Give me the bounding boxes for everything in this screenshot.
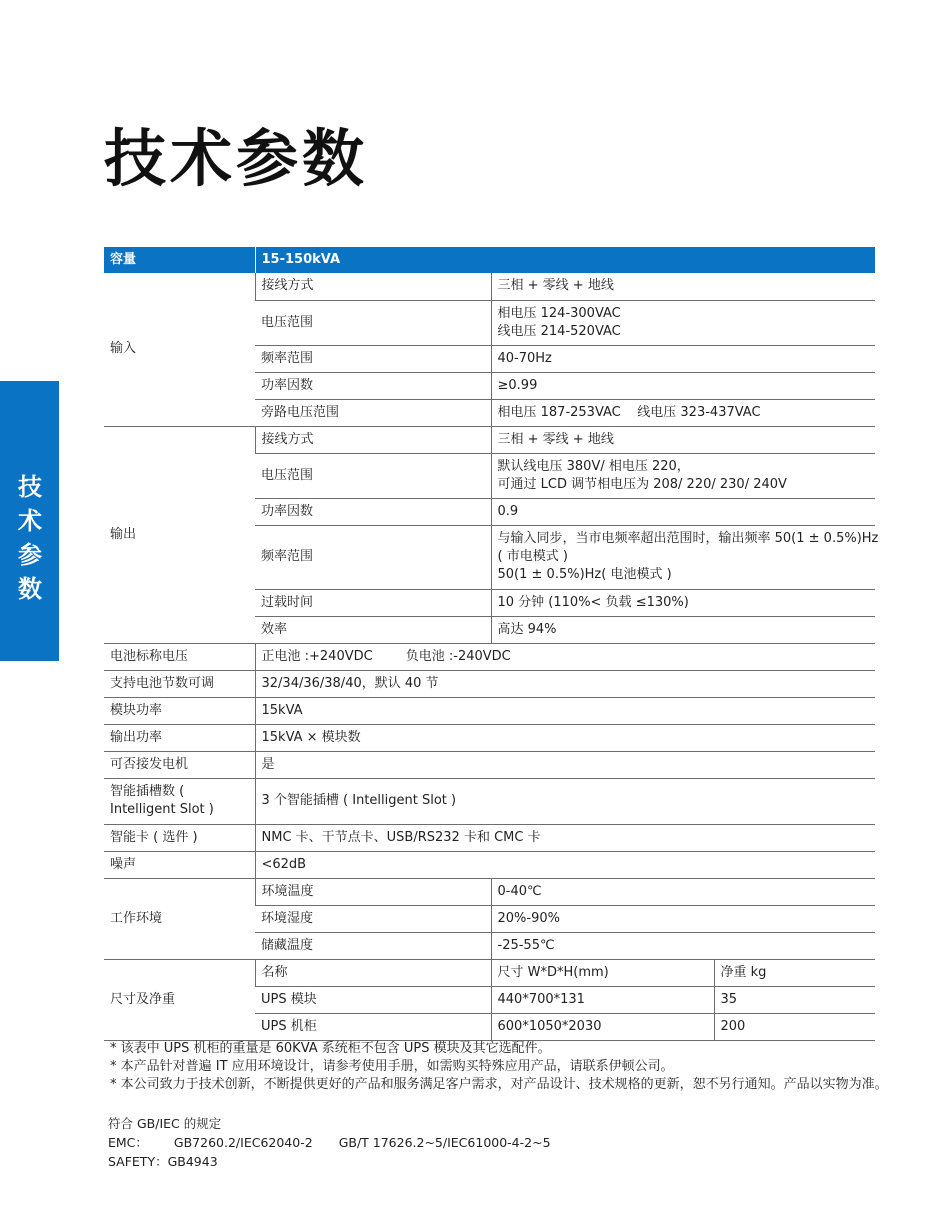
dim-size: 600*1050*2030 bbox=[491, 1013, 714, 1040]
footnote: * 该表中 UPS 机柜的重量是 60KVA 系统柜不包含 UPS 模块及其它选配件。 bbox=[110, 1041, 551, 1056]
dim-name: UPS 模块 bbox=[255, 986, 491, 1013]
spec-name: 功率因数 bbox=[255, 372, 491, 399]
safety-value: GB4943 bbox=[167, 1154, 218, 1169]
spec-name: 环境湿度 bbox=[255, 905, 491, 932]
spec-name: 储藏温度 bbox=[255, 932, 491, 959]
footnote: * 本产品针对普遍 IT 应用环境设计，请参考使用手册，如需购买特殊应用产品，请联系伊顿公司。 bbox=[110, 1059, 674, 1074]
spec-name: 过载时间 bbox=[255, 589, 491, 616]
row-label: 支持电池节数可调 bbox=[104, 670, 255, 697]
spec-value: -25-55℃ bbox=[491, 932, 875, 959]
compliance-title: 符合 GB/IEC 的规定 bbox=[108, 1116, 222, 1131]
row-label: 可否接发电机 bbox=[104, 751, 255, 778]
table-row bbox=[104, 751, 875, 778]
value-line: 可通过 LCD 调节相电压为 208/ 220/ 230/ 240V bbox=[497, 476, 787, 492]
spec-value: 三相 + 零线 + 地线 bbox=[491, 273, 875, 300]
dim-name: UPS 机柜 bbox=[255, 1013, 491, 1040]
spec-name: 接线方式 bbox=[255, 273, 491, 300]
spec-value: 三相 + 零线 + 地线 bbox=[491, 426, 875, 453]
emc-value: GB/T 17626.2~5/IEC61000-4-2~5 bbox=[338, 1135, 551, 1150]
spec-value: 0.9 bbox=[491, 498, 875, 525]
emc-value: GB7260.2/IEC62040-2 bbox=[173, 1135, 313, 1150]
spec-name: 环境温度 bbox=[255, 878, 491, 905]
row-value: 15kVA × 模块数 bbox=[255, 724, 875, 751]
spec-name: 电压范围 bbox=[255, 453, 491, 498]
page-title: 技术参数 bbox=[104, 122, 369, 195]
environment-label: 工作环境 bbox=[104, 878, 255, 959]
row-value: 是 bbox=[255, 751, 875, 778]
table-row bbox=[104, 697, 875, 724]
row-value: 3 个智能插槽 ( Intelligent Slot ) bbox=[255, 778, 875, 824]
spec-value: 相电压 187-253VAC 线电压 323-437VAC bbox=[491, 399, 875, 426]
row-label: 智能插槽数 ( Intelligent Slot ) bbox=[104, 778, 255, 824]
side-tab-label: 技术参数 bbox=[18, 473, 42, 603]
dim-header-name: 名称 bbox=[255, 959, 491, 986]
spec-value: 10 分钟 (110%< 负载 ≤130%) bbox=[491, 589, 875, 616]
table-row bbox=[104, 824, 875, 851]
row-value: 正电池 :+240VDC 负电池 :-240VDC bbox=[255, 643, 875, 670]
compliance-block bbox=[108, 1114, 551, 1171]
dim-size: 440*700*131 bbox=[491, 986, 714, 1013]
table-row bbox=[104, 851, 875, 878]
value-line: 线电压 214-520VAC bbox=[497, 323, 621, 339]
input-label: 输入 bbox=[104, 273, 255, 426]
spec-name: 电压范围 bbox=[255, 300, 491, 345]
table-header-row bbox=[104, 247, 875, 273]
spec-name: 功率因数 bbox=[255, 498, 491, 525]
footnotes bbox=[110, 1040, 888, 1094]
table-row bbox=[104, 643, 875, 670]
dimensions-label: 尺寸及净重 bbox=[104, 959, 255, 1040]
spec-value: 20%-90% bbox=[491, 905, 875, 932]
value-line: ( 市电模式 ) bbox=[497, 549, 568, 564]
output-label: 输出 bbox=[104, 426, 255, 643]
emc-label: EMC： bbox=[108, 1135, 148, 1150]
table-row bbox=[104, 778, 875, 824]
row-value: 15kVA bbox=[255, 697, 875, 724]
row-value: 32/34/36/38/40，默认 40 节 bbox=[255, 670, 875, 697]
value-line: 50(1 ± 0.5%)Hz( 电池模式 ) bbox=[497, 567, 672, 582]
safety-label: SAFETY： bbox=[108, 1154, 168, 1169]
table-row bbox=[104, 426, 875, 453]
table-row bbox=[104, 670, 875, 697]
spec-table bbox=[104, 247, 879, 1041]
spec-name: 频率范围 bbox=[255, 345, 491, 372]
spec-name: 旁路电压范围 bbox=[255, 399, 491, 426]
spec-value: 高达 94% bbox=[491, 616, 875, 643]
dim-weight: 35 bbox=[714, 986, 875, 1013]
table-row bbox=[104, 878, 875, 905]
spec-value: ≥0.99 bbox=[491, 372, 875, 399]
dim-weight: 200 bbox=[714, 1013, 875, 1040]
capacity-value: 15-150kVA bbox=[255, 247, 875, 273]
spec-value: 0-40℃ bbox=[491, 878, 875, 905]
emc-line bbox=[108, 1133, 551, 1152]
capacity-label: 容量 bbox=[104, 247, 255, 273]
spec-value bbox=[491, 525, 879, 589]
row-value: NMC 卡、干节点卡、USB/RS232 卡和 CMC 卡 bbox=[255, 824, 875, 851]
safety-line bbox=[108, 1152, 551, 1171]
spec-value: 40-70Hz bbox=[491, 345, 875, 372]
dim-header-weight: 净重 kg bbox=[714, 959, 875, 986]
spec-value bbox=[491, 300, 875, 345]
row-label: 噪声 bbox=[104, 851, 255, 878]
spec-name: 接线方式 bbox=[255, 426, 491, 453]
row-value: <62dB bbox=[255, 851, 875, 878]
dim-header-size: 尺寸 W*D*H(mm) bbox=[491, 959, 714, 986]
table-row bbox=[104, 724, 875, 751]
row-label: 模块功率 bbox=[104, 697, 255, 724]
table-row bbox=[104, 273, 875, 300]
spec-name: 频率范围 bbox=[255, 525, 491, 589]
value-line: 与输入同步，当市电频率超出范围时，输出频率 50(1 ± 0.5%)Hz bbox=[497, 531, 879, 546]
value-line: 相电压 124-300VAC bbox=[497, 305, 621, 321]
row-label: 电池标称电压 bbox=[104, 643, 255, 670]
table-row bbox=[104, 959, 875, 986]
row-label: 智能卡 ( 选件 ) bbox=[104, 824, 255, 851]
value-line: 默认线电压 380V/ 相电压 220， bbox=[497, 458, 690, 474]
row-label: 输出功率 bbox=[104, 724, 255, 751]
spec-name: 效率 bbox=[255, 616, 491, 643]
footnote: * 本公司致力于技术创新，不断提供更好的产品和服务满足客户需求，对产品设计、技术规格的更新，恕不另行通知。产品以实物为准。 bbox=[110, 1077, 888, 1092]
spec-value bbox=[491, 453, 875, 498]
